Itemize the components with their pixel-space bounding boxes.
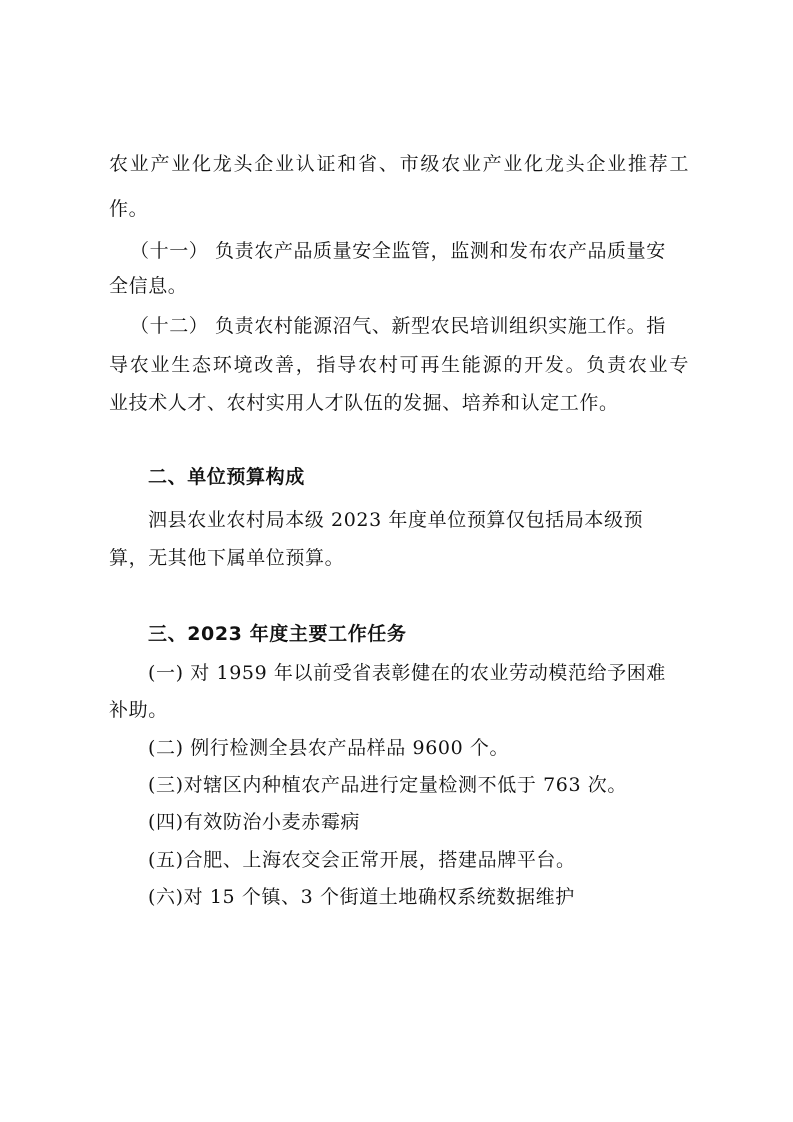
- paragraph-line: 算，无其他下属单位预算。: [109, 547, 345, 569]
- task-line: (二) 例行检测全县农产品样品 9600 个。: [148, 737, 510, 759]
- paragraph-line: 全信息。: [109, 275, 188, 297]
- task-line: (三)对辖区内种植农产品进行定量检测不低于 763 次。: [148, 774, 627, 796]
- task-line: (六)对 15 个镇、3 个街道土地确权系统数据维护: [148, 886, 575, 908]
- section-heading: 三、2023 年度主要工作任务: [148, 623, 407, 645]
- paragraph-line: （十二） 负责农村能源沼气、新型农民培训组织实施工作。指: [130, 315, 666, 337]
- task-line: (五)合肥、上海农交会正常开展，搭建品牌平台。: [148, 849, 576, 871]
- paragraph-line: 作。: [109, 198, 149, 220]
- task-line: (四)有效防治小麦赤霉病: [148, 811, 361, 833]
- paragraph-line: （十一） 负责农产品质量安全监管，监测和发布农产品质量安: [130, 240, 666, 262]
- paragraph-line: 农业产业化龙头企业认证和省、市级农业产业化龙头企业推荐工: [109, 153, 689, 175]
- section-heading: 二、单位预算构成: [148, 466, 305, 488]
- paragraph-line: 泗县农业农村局本级 2023 年度单位预算仅包括局本级预: [148, 509, 644, 531]
- paragraph-line: 导农业生态环境改善，指导农村可再生能源的开发。负责农业专: [109, 354, 689, 376]
- paragraph-line: 业技术人才、农村实用人才队伍的发掘、培养和认定工作。: [109, 392, 619, 414]
- task-line: (一) 对 1959 年以前受省表彰健在的农业劳动模范给予困难: [148, 662, 666, 684]
- task-line: 补助。: [109, 699, 168, 721]
